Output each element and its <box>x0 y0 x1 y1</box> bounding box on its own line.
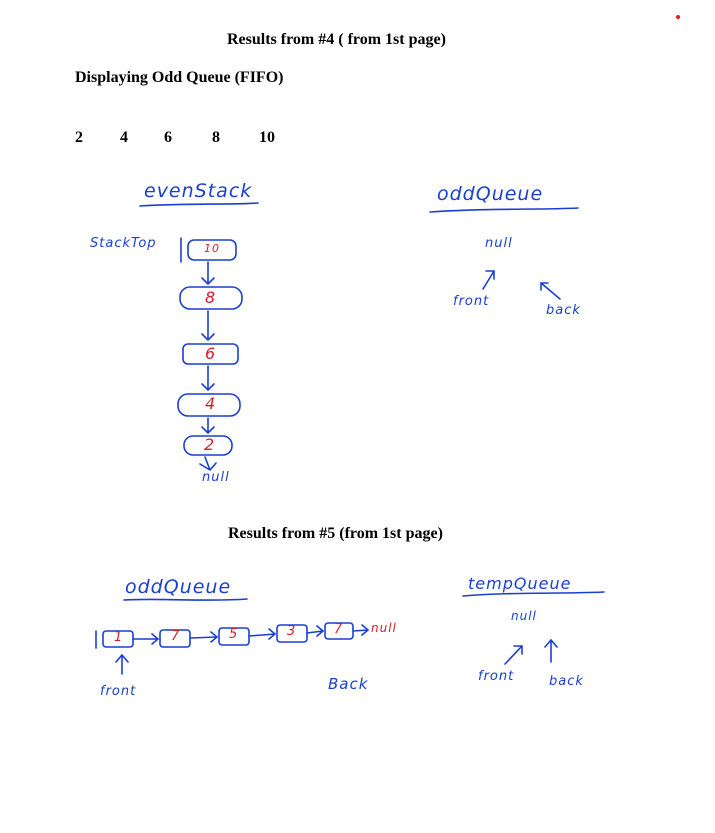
number-item: 4 <box>120 129 128 146</box>
number-item: 10 <box>259 129 275 146</box>
stack-value: 2 <box>204 435 216 454</box>
odd-queue-label: oddQueue <box>437 183 544 205</box>
queue-value: 7 <box>171 629 181 644</box>
queue-value: 7 <box>334 622 344 637</box>
results-5-heading: Results from #5 (from 1st page) <box>228 525 443 542</box>
number-item: 8 <box>212 129 220 146</box>
results-4-heading: Results from #4 ( from 1st page) <box>227 31 446 48</box>
temp-front-label: front <box>478 669 515 684</box>
front-up-arrow <box>116 655 128 674</box>
stack-top-label: StackTop <box>90 236 157 251</box>
temp-back-label: back <box>549 674 584 689</box>
stack-value: 10 <box>204 242 220 255</box>
queue-value: 1 <box>114 630 124 645</box>
right-arrow <box>249 629 275 639</box>
odd-queue-underline <box>124 599 247 600</box>
right-arrow <box>190 632 217 642</box>
even-stack-label: evenStack <box>144 180 253 202</box>
odd-queue-label: oddQueue <box>125 576 232 598</box>
stack-value: 4 <box>205 394 217 413</box>
stack-null-label: null <box>202 470 230 485</box>
right-arrow <box>353 625 368 635</box>
front-label: front <box>100 684 137 699</box>
odd-queue-subheading: Displaying Odd Queue (FIFO) <box>75 69 284 86</box>
stack-value: 8 <box>205 288 217 307</box>
right-arrow <box>133 634 158 644</box>
number-item: 6 <box>164 129 172 146</box>
stack-value: 6 <box>205 344 217 363</box>
queue-null-label: null <box>371 621 397 635</box>
number-item: 2 <box>75 129 83 146</box>
queue-null-label: null <box>485 236 513 251</box>
back-label: Back <box>328 675 369 693</box>
right-arrow <box>307 626 323 636</box>
queue-value: 5 <box>229 627 239 642</box>
queue-value: 3 <box>287 624 297 639</box>
back-label: back <box>546 303 581 318</box>
temp-back-arrow <box>545 640 557 662</box>
temp-front-arrow <box>505 646 522 664</box>
temp-queue-label: tempQueue <box>468 574 572 593</box>
temp-null-label: null <box>511 609 537 623</box>
front-label: front <box>453 294 490 309</box>
